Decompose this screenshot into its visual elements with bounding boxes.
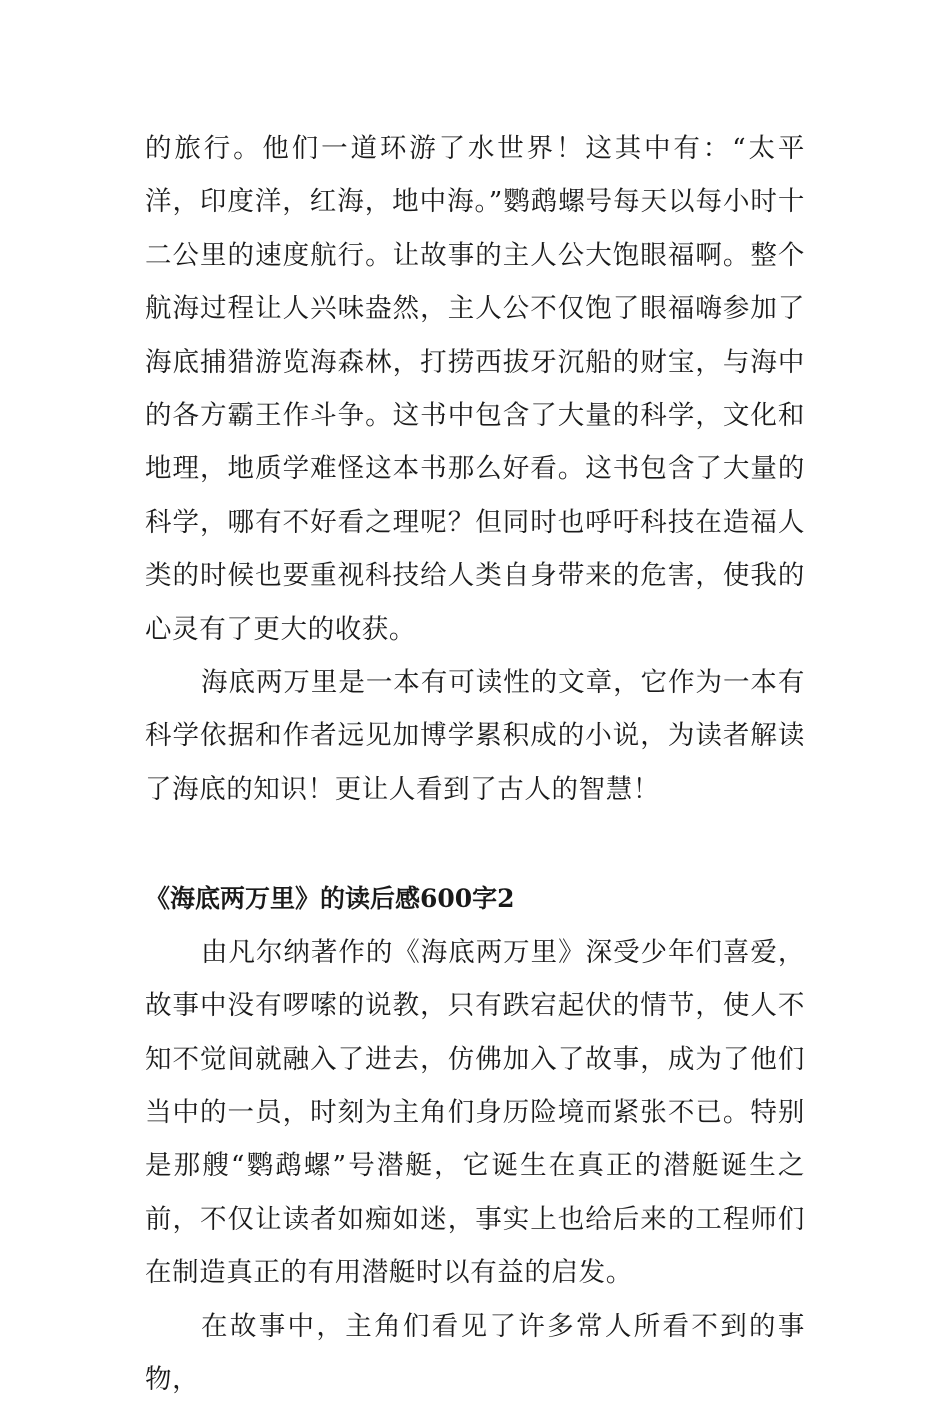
paragraph-intro: 由凡尔纳著作的《海底两万里》深受少年们喜爱，故事中没有啰嗦的说教，只有跌宕起伏的情节，使人不知不觉间就融入了进去，仿佛加入了故事，成为了他们当中的一员，时刻为主角们身历险境而紧张不已。特别是那艘“鹦鹉螺”号潜艇，它诞生在真正的潜艇诞生之前，不仅让读者如痴如迷，事实上也给后来的工程师们在制造真正的有用潜艇时以有益的启发。 <box>145 936 805 1289</box>
document-body <box>145 122 805 1406</box>
section-heading: 《海底两万里》的读后感600字2 <box>145 884 515 914</box>
paragraph-continuation: 的旅行。他们一道环游了水世界！这其中有：“太平洋，印度洋，红海，地中海。”鹦鹉螺号每天以每小时十二公里的速度航行。让故事的主人公大饱眼福啊。整个航海过程让人兴味盎然，主人公不仅饱了眼福嗨参加了海底捕猎游览海森林，打捞西拔牙沉船的财宝，与海中的各方霸王作斗争。这书中包含了大量的科学，文化和地理，地质学难怪这本书那么好看。这书包含了大量的科学，哪有不好看之理呢？但同时也呼吁科技在造福人类的时候也要重视科技给人类自身带来的危害，使我的心灵有了更大的收获。 <box>145 133 805 645</box>
paragraph-story: 在故事中，主角们看见了许多常人所看不到的事物， <box>145 1310 805 1395</box>
paragraph-summary: 海底两万里是一本有可读性的文章，它作为一本有科学依据和作者远见加博学累积成的小说，为读者解读了海底的知识！更让人看到了古人的智慧！ <box>145 667 805 805</box>
